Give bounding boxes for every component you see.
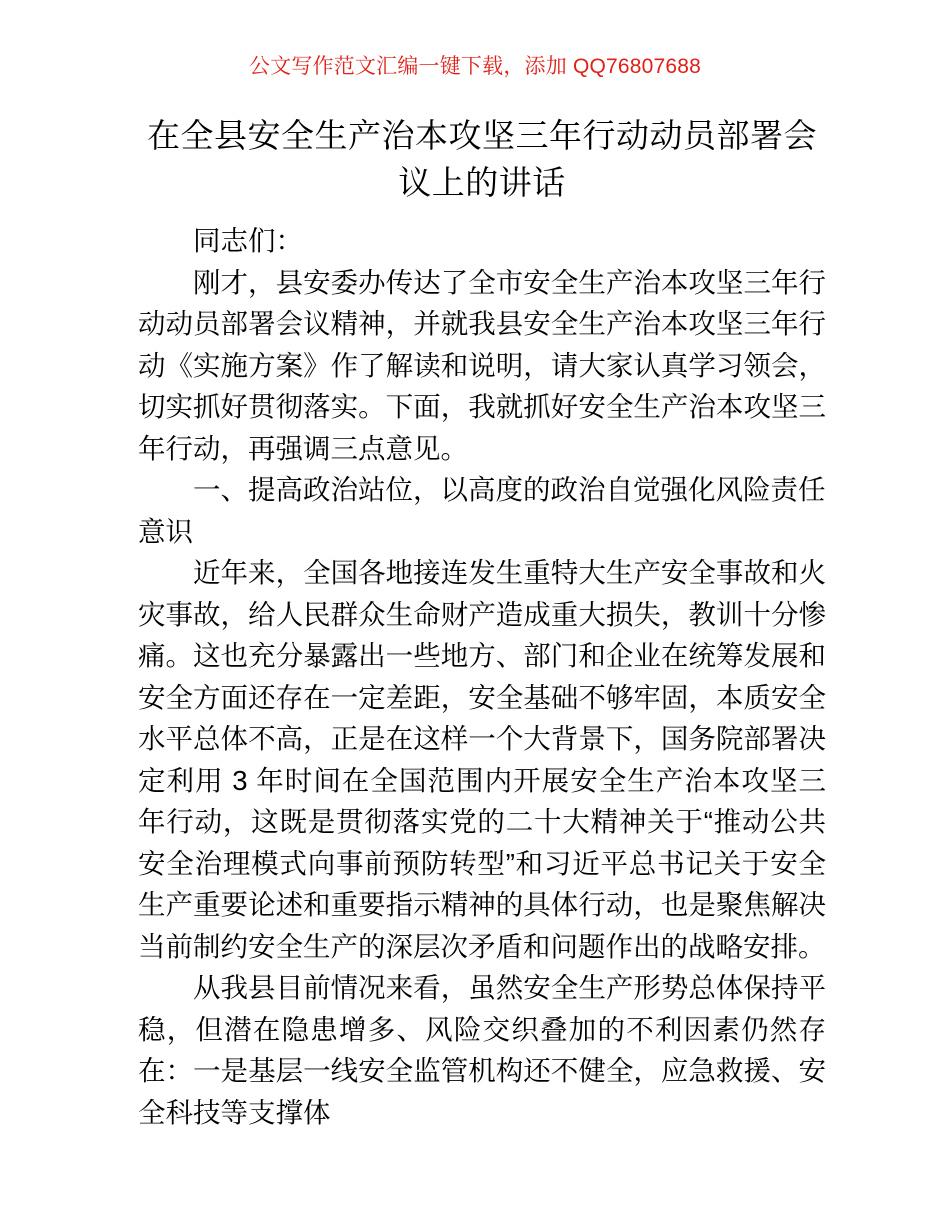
paragraph-local-situation: 从我县目前情况来看，虽然安全生产形势总体保持平稳，但潜在隐患增多、风险交织叠加的不利因素仍然存在：一是基层一线安全监管机构还不健全，应急救援、安全科技等支撑体 [138, 972, 826, 1128]
document-body [138, 112, 826, 1133]
paragraph-background: 近年来，全国各地接连发生重特大生产安全事故和火灾事故，给人民群众生命财产造成重大损失，教训十分惨痛。这也充分暴露出一些地方、部门和企业在统筹发展和安全方面还存在一定差距，安全基础不够牢固，本质安全水平总体不高，正是在这样一个大背景下，国务院部署决定利用 3 年时间在全国范围内开展安全生产治本攻坚三年行动，这既是贯彻落实党的二十大精神关于“推动公共安全治理模式向事前预防转型”和习近平总书记关于安全生产重要论述和重要指示精神的具体行动，也是聚焦解决当前制约安全生产的深层次矛盾和问题作出的战略安排。 [138, 557, 826, 962]
page-title: 在全县安全生产治本攻坚三年行动动员部署会议上的讲话 [147, 117, 817, 201]
salutation-line: 同志们： [193, 225, 303, 256]
paragraph-intro: 刚才，县安委办传达了全市安全生产治本攻坚三年行动动员部署会议精神，并就我县安全生产治本攻坚三年行动《实施方案》作了解读和说明，请大家认真学习领会，切实抓好贯彻落实。下面，我就抓好安全生产治本攻坚三年行动，再强调三点意见。 [138, 266, 826, 464]
section-heading-one: 一、提高政治站位，以高度的政治自觉强化风险责任意识 [138, 474, 826, 547]
promo-watermark-text: 公文写作范文汇编一键下载，添加 QQ76807688 [248, 55, 702, 78]
